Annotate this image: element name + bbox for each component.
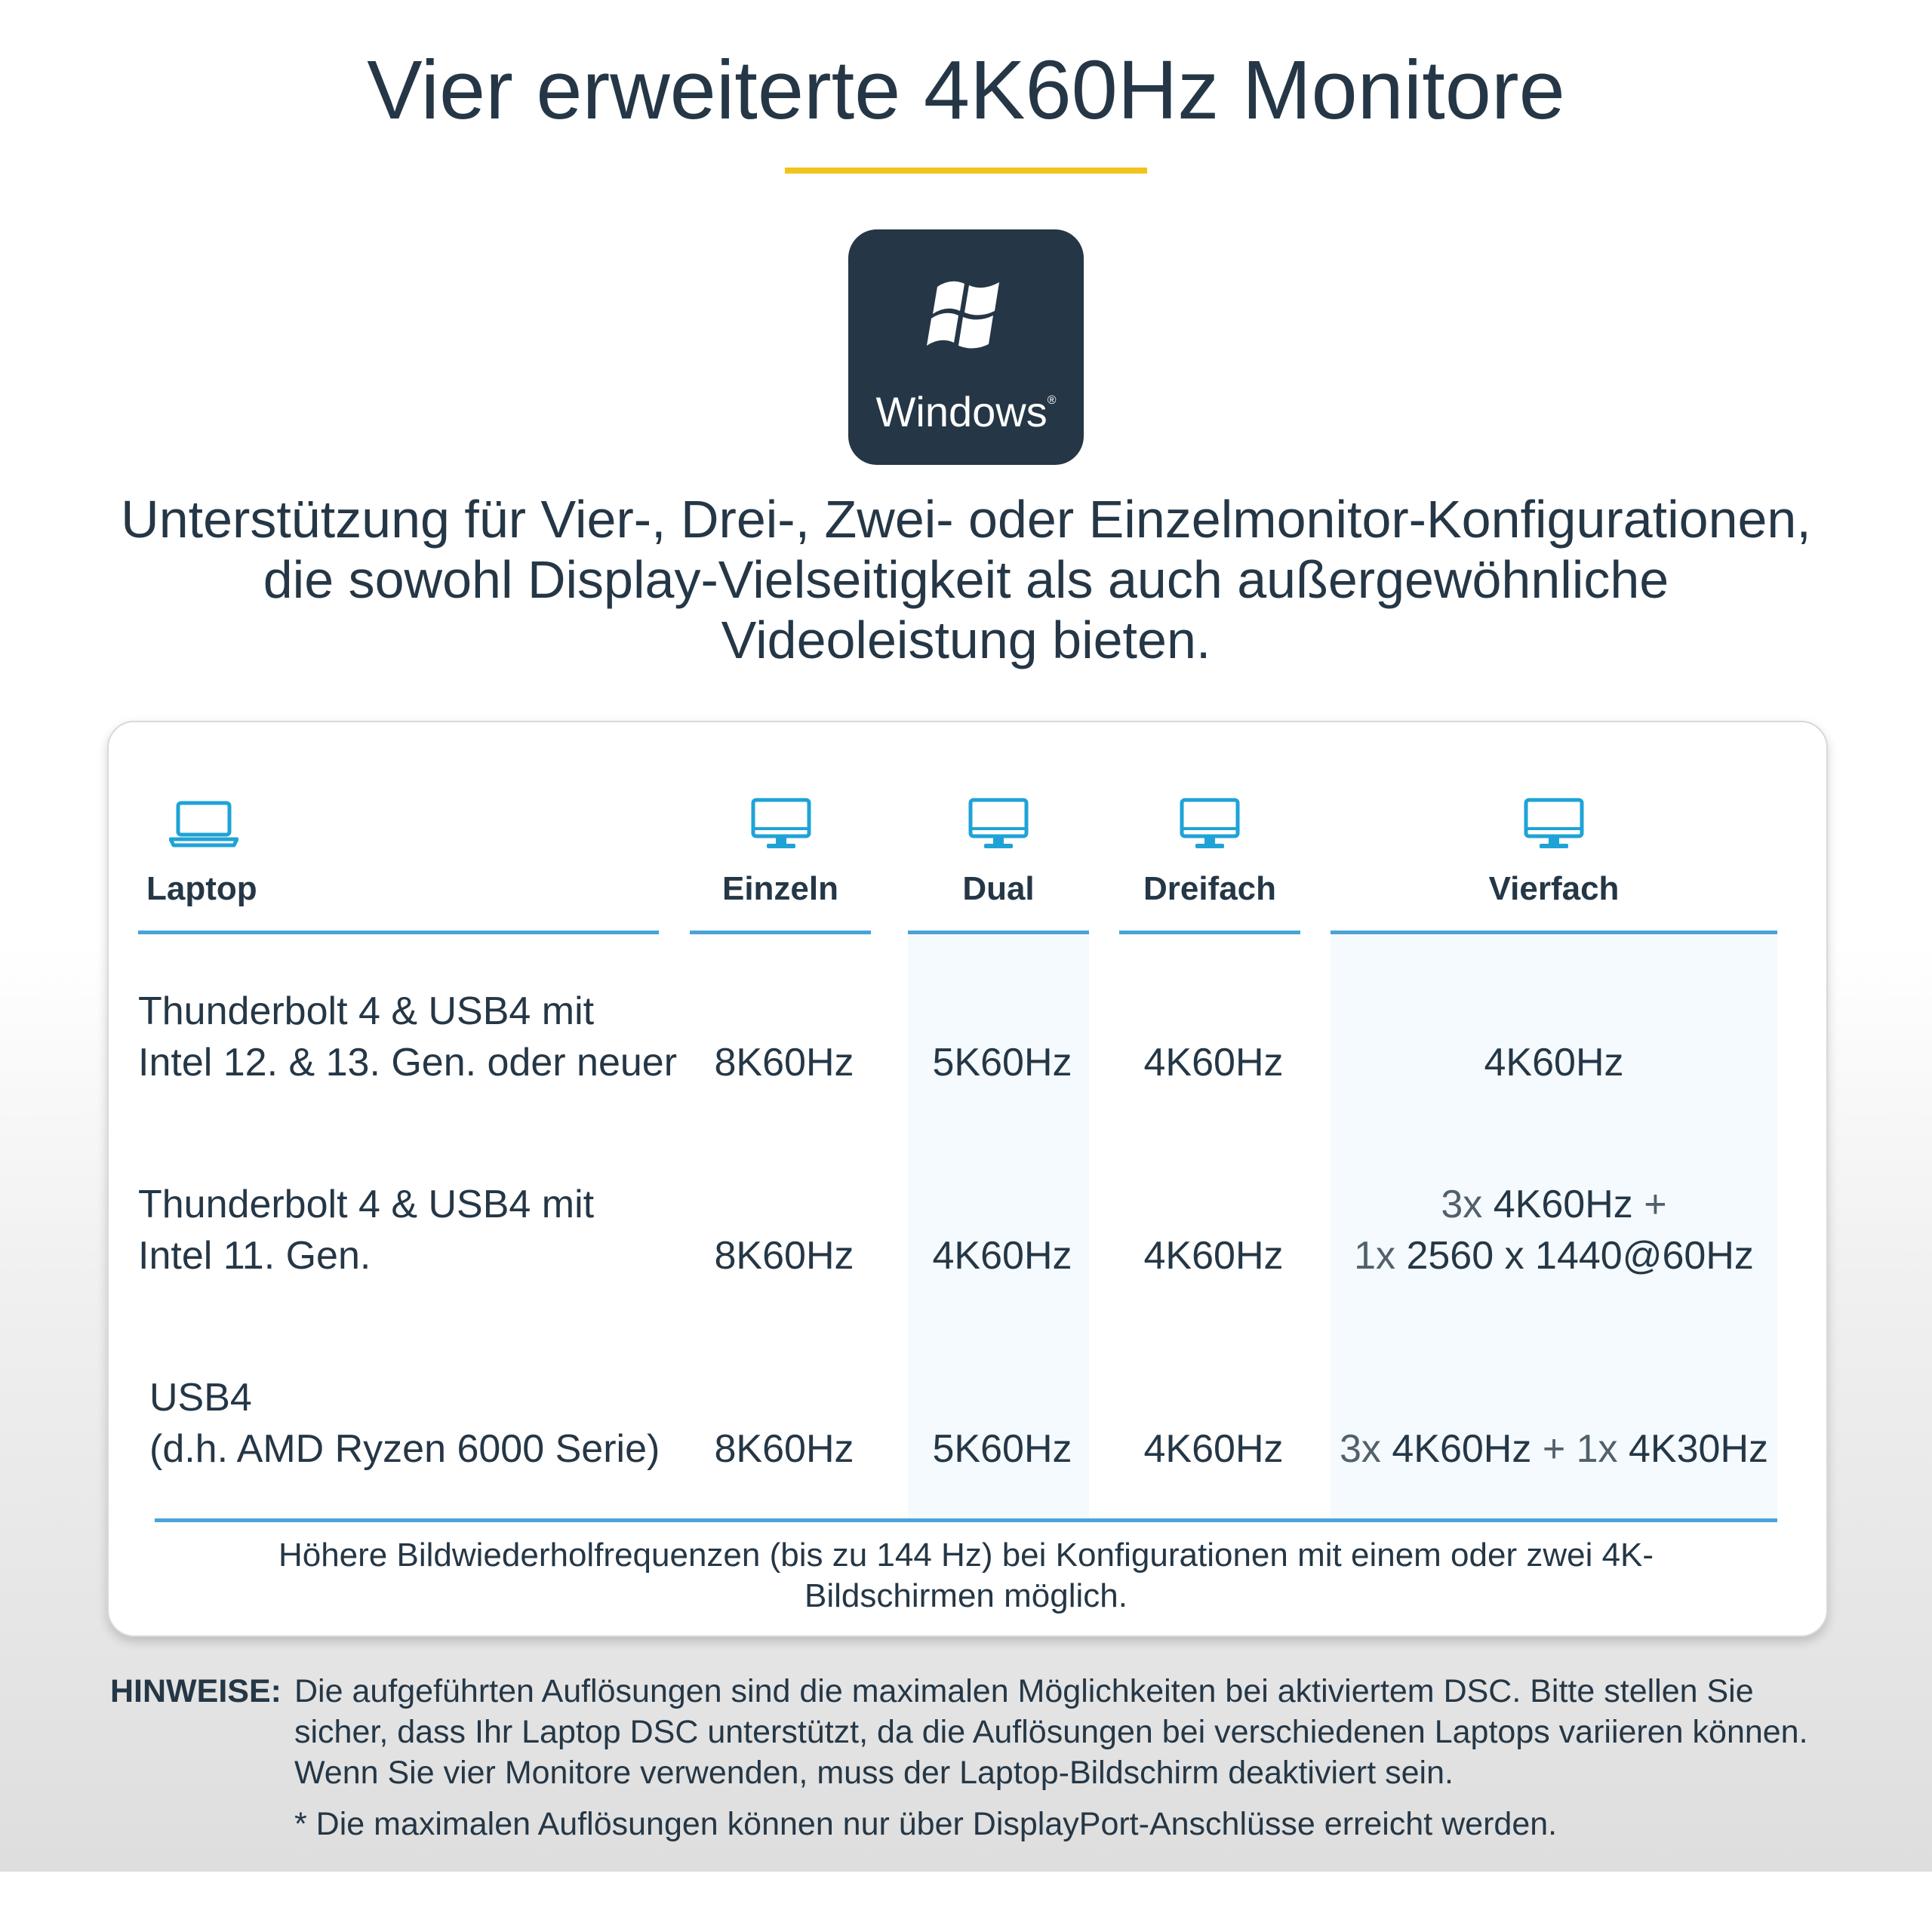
table-row-2-triple: 4K60Hz bbox=[1143, 1234, 1284, 1278]
table-row-2-single: 8K60Hz bbox=[714, 1234, 854, 1278]
notes-star-footnote: * Die maximalen Auflösungen können nur über DisplayPort-Anschlüsse erreicht werden. bbox=[294, 1806, 1558, 1842]
header-single: Einzeln bbox=[721, 870, 839, 907]
header-underline bbox=[1331, 931, 1777, 934]
title-divider bbox=[785, 168, 1147, 174]
table-row-1-triple: 4K60Hz bbox=[1143, 1041, 1284, 1084]
header-underline bbox=[908, 931, 1089, 934]
header-underline bbox=[138, 931, 659, 934]
windows-label: Windows® bbox=[875, 388, 1057, 435]
subtitle-line-3: Videoleistung bieten. bbox=[721, 611, 1211, 669]
subtitle bbox=[45, 489, 1887, 670]
monitor-icon bbox=[1179, 797, 1241, 851]
monitor-icon bbox=[750, 797, 812, 851]
table-bottom-rule bbox=[155, 1518, 1777, 1522]
header-underline bbox=[1119, 931, 1300, 934]
table-row-1-dual: 5K60Hz bbox=[932, 1041, 1072, 1084]
notes-text: Die aufgeführten Auflösungen sind die maximalen Möglichkeiten bei aktiviertem DSC. Bitte stellen Sie sicher, dass Ihr Laptop DSC unterstützt, da die Auflösungen bei verschiedenen Laptops variieren können. Wenn Sie vier Monitore verwenden, muss der Laptop-Bildschirm deaktiviert sein. bbox=[294, 1673, 1808, 1791]
laptop-icon bbox=[169, 800, 238, 848]
table-row-3-laptop: USB4 (d.h. AMD Ryzen 6000 Serie) bbox=[149, 1376, 660, 1471]
monitor-icon bbox=[968, 797, 1029, 851]
table-row-1-laptop: Thunderbolt 4 & USB4 mit Intel 12. & 13. Gen. oder neuer bbox=[138, 989, 678, 1084]
table-row-2-dual: 4K60Hz bbox=[932, 1234, 1072, 1278]
table-row-3-single: 8K60Hz bbox=[714, 1427, 854, 1471]
table-row-1-quad: 4K60Hz bbox=[1484, 1041, 1624, 1084]
table-row-2-quad: 3x 4K60Hz + 1x 2560 x 1440@60Hz bbox=[1354, 1183, 1754, 1278]
page-title: Vier erweiterte 4K60Hz Monitore bbox=[367, 44, 1565, 137]
table-row-3-triple: 4K60Hz bbox=[1143, 1427, 1284, 1471]
windows-badge bbox=[848, 229, 1084, 465]
subtitle-line-2: die sowohl Display-Vielseitigkeit als auch außergewöhnliche bbox=[263, 550, 1669, 609]
table-footnote: Höhere Bildwiederholfrequenzen (bis zu 144 Hz) bei Konfigurationen mit einem oder zwei 4K- Bildschirmen möglich. bbox=[278, 1537, 1654, 1614]
table-row-3-dual: 5K60Hz bbox=[932, 1427, 1072, 1471]
monitor-icon bbox=[1523, 797, 1585, 851]
table-row-3-quad: 3x 4K60Hz + 1x 4K30Hz bbox=[1339, 1427, 1769, 1471]
header-quad: Vierfach bbox=[1488, 870, 1620, 907]
header-triple: Dreifach bbox=[1143, 870, 1277, 907]
table-row-2-laptop: Thunderbolt 4 & USB4 mit Intel 11. Gen. bbox=[138, 1183, 595, 1278]
header-underline bbox=[690, 931, 871, 934]
windows-logo-icon bbox=[921, 273, 1011, 356]
header-dual: Dual bbox=[962, 870, 1035, 907]
header-laptop: Laptop bbox=[146, 870, 257, 907]
table-row-1-single: 8K60Hz bbox=[714, 1041, 854, 1084]
notes-label: HINWEISE: bbox=[110, 1673, 281, 1709]
subtitle-line-1: Unterstützung für Vier-, Drei-, Zwei- oder Einzelmonitor-Konfigurationen, bbox=[121, 490, 1811, 549]
